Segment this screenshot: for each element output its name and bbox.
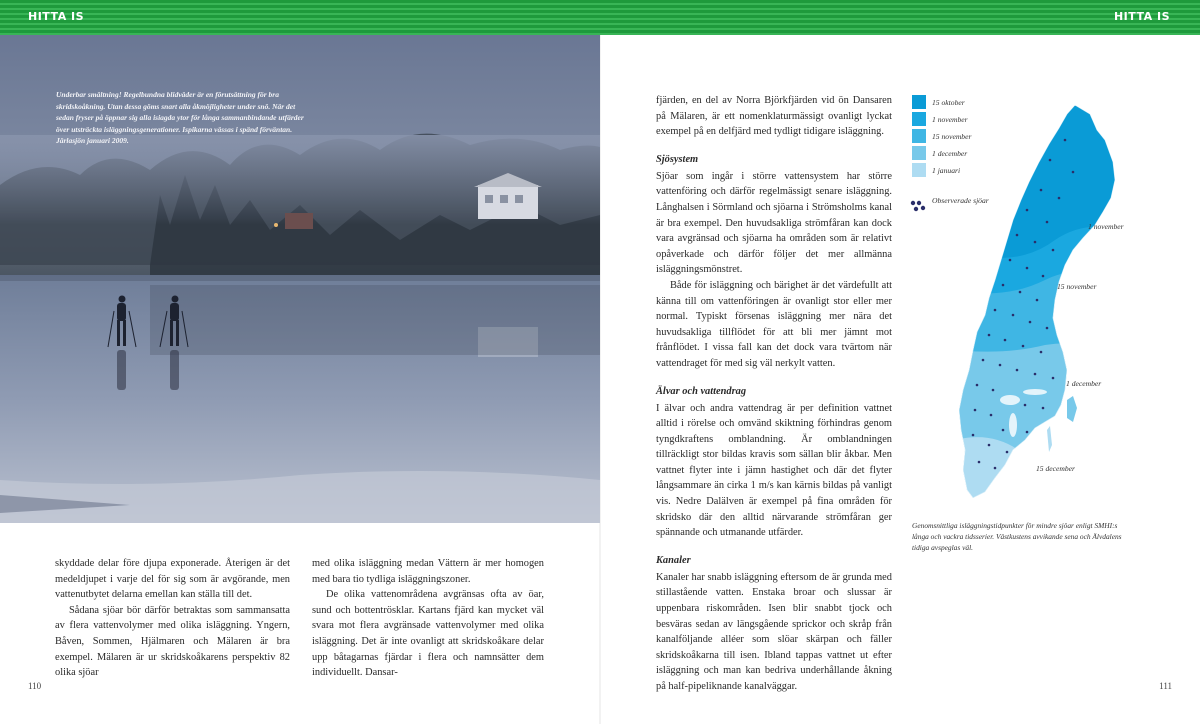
body-paragraph: Sådana sjöar bör därför betraktas som sammansatta av flera vattenvolymer med olika isläggning. Yngern, Båven, Sommen, Hjälmaren och Mälaren är bra exempel. Mälaren är ur skridskoåkarens perspektiv 82 olika sjöar <box>55 604 290 679</box>
legend-swatch <box>912 95 926 109</box>
legend-label: 1 januari <box>932 166 961 175</box>
body-paragraph: Sjöar som ingår i större vattensystem har större vattenföring och därför regelmässigt senare isläggning. Långhalsen i Sörmland och sjöarna i Strömsholms kanal är bra exempel. Den huvudsakliga strömfåran kan dock vara avgränsad och sjöarna ha områden som är relativt opåverkade och därför följer det mer allmänna isläggningsmönstret. <box>656 170 892 276</box>
legend-swatch <box>912 112 926 126</box>
body-paragraph: De olika vattenområdena avgränsas ofta av öar, sund och bottentrösklar. Kartans fjärd kan mycket väl svara mot flera avgränsade vattenvolymer med olika isläggning. Det är inte ovanligt att skridskoåkare delar upp båtagarnas fjärdar i flera och namnsätter dem individuellt. Dansar- <box>312 589 544 679</box>
left-page-column-1 <box>55 556 290 681</box>
page-number-right: 111 <box>1159 681 1172 691</box>
chapter-header-band <box>0 0 1200 35</box>
section-heading: Kanaler <box>656 554 691 566</box>
map-caption: Genomsnittliga isläggningstidpunkter för mindre sjöar enligt SMHI:s långa och vackra tidsserier. Västkustens avvikande sena och Älvdalens tidiga avspeglas väl. <box>912 521 1122 552</box>
observed-lakes-dots-icon <box>910 200 928 212</box>
legend-swatch <box>912 146 926 160</box>
body-paragraph: fjärden, en del av Norra Björkfjärden vid ön Dansaren på Mälaren, är ett nomenklaturmässigt ovanligt lyckat exempel på en delfjärd med tydligt tidigare isläggning. <box>656 95 892 138</box>
chapter-title-right: HITTA IS <box>1113 10 1170 23</box>
page-number-left: 110 <box>28 681 42 691</box>
body-paragraph: med olika isläggning medan Vättern är mer homogen med bara tio tydliga isläggningszoner. <box>312 558 544 585</box>
chapter-title-left: HITTA IS <box>28 10 85 23</box>
sweden-ice-map <box>955 100 1120 500</box>
skaters-photo <box>0 35 600 523</box>
legend-label: 1 november <box>932 115 968 124</box>
left-page-column-2 <box>312 556 544 681</box>
legend-swatch <box>912 163 926 177</box>
body-paragraph: skyddade delar före djupa exponerade. Återigen är det medeldjupet i varje del för sig som är avgörande, men vattenutbytet delarna emellan kan ställa till det. <box>55 558 290 601</box>
body-paragraph: Kanaler har snabb isläggning eftersom de är grunda med stillastående vatten. Enstaka broar och slussar är uppenbara riskområden. Isen blir snabbt tjock och besväras sedan av längsgående sprickor och skråp från kanalföljande alléer som slöar skärpan och fäller skridskoåkarna till isen. Ibland tappas vattnet ut efter isläggning och man kan bedriva underhållande åkning på half-pipeliknande kanalväggar. <box>656 571 892 692</box>
photo-caption: Underbar smältning! Regelbundna blidväder är en förutsättning för bra skridskoåkning. Utan dessa göms snart alla åkmöjligheter under snö. När det sedan fryser på öppnar sig alla isiagda ytor för långa sammanbindande utfärder över utsträckta isläggningsgenerationer. Ispikarna vässas i spänd förväntan. Järlasjön januari 2009. <box>56 90 304 145</box>
map-zone-label: 15 december <box>1036 464 1076 473</box>
legend-label: 15 november <box>932 132 972 141</box>
legend-label: 1 december <box>932 149 968 158</box>
body-paragraph: I älvar och andra vattendrag är per definition vattnet alltid i rörelse och omvänd skiktning förhindras genom tyngdkraftens omblandning. Är omblandningen tillräckligt stor bildas kravis som sällan blir åkbar. Men vattnet flyter inte i jämn hastighet och där det flyter långsammare än cirka 1 m/s kan kärnis bildas på vanligt vis. Nedre Dalälven är exempel på fina områden för skridsko där den alltid närvarande strömfåran ger spännande och utmanande utfärder. <box>656 402 892 539</box>
legend-label: 15 oktober <box>932 98 965 107</box>
section-heading: Älvar och vattendrag <box>656 385 747 397</box>
body-paragraph: Både för isläggning och bärighet är det värdefullt att känna till om vattenföringen är ovanligt stor eller mer normal. Typiskt försenas isläggning mer nära det huvudsakliga tillflödet för att bli mer jämnt mot frånflödet. I vissa fall kan det dock vara tvärtom när vattendraget för med sig väl nerkylt vatten. <box>656 279 892 369</box>
section-heading: Sjösystem <box>656 153 699 165</box>
map-zone-label: 1 november <box>1088 222 1124 231</box>
legend-swatch <box>912 129 926 143</box>
right-page-column <box>656 93 892 695</box>
observed-lakes-label: Observerade sjöar <box>932 196 989 205</box>
map-zone-label: 1 december <box>1066 379 1102 388</box>
map-zone-label: 15 november <box>1057 282 1097 291</box>
